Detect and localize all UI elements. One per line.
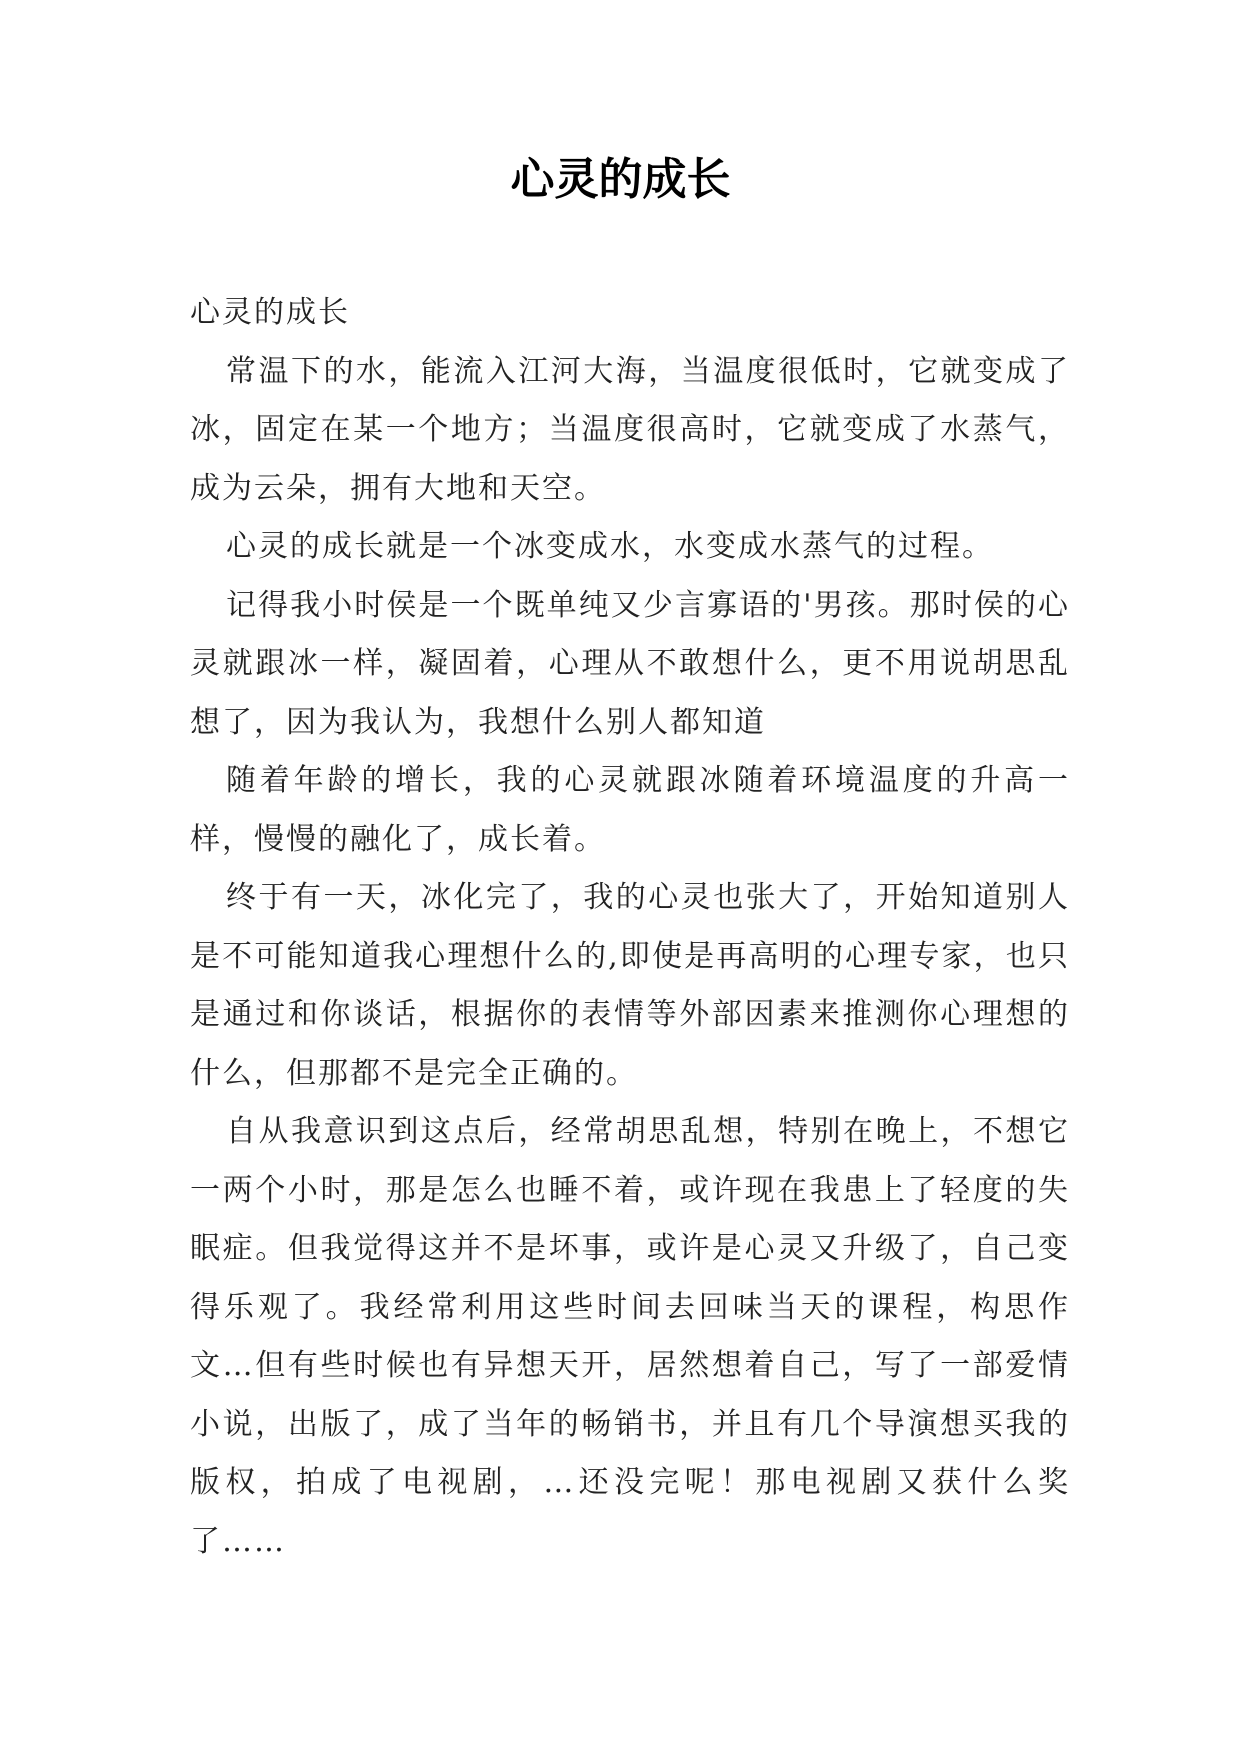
paragraph-3: 记得我小时侯是一个既单纯又少言寡语的'男孩。那时侯的心灵就跟冰一样，凝固着，心理从不敢想什么，更不用说胡思乱想了，因为我认为，我想什么别人都知道: [190, 587, 1070, 740]
paragraph-4: 随着年龄的增长，我的心灵就跟冰随着环境温度的升高一样，慢慢的融化了，成长着。: [190, 763, 1070, 857]
paragraph-5: 终于有一天，冰化完了，我的心灵也张大了，开始知道别人是不可能知道我心理想什么的,即使是再高明的心理专家，也只是通过和你谈话，根据你的表情等外部因素来推测你心理想的什么，但那都不是完全正确的。: [190, 880, 1070, 1091]
document-title: 心灵的成长: [510, 154, 731, 205]
document-subtitle: 心灵的成长: [190, 295, 350, 330]
paragraph-1: 常温下的水，能流入江河大海，当温度很低时，它就变成了冰，固定在某一个地方；当温度很高时，它就变成了水蒸气，成为云朵，拥有大地和天空。: [190, 353, 1070, 506]
document-body: [190, 284, 1070, 1571]
paragraph-2: 心灵的成长就是一个冰变成水，水变成水蒸气的过程。: [226, 529, 994, 564]
paragraph-6: 自从我意识到这点后，经常胡思乱想，特别在晚上，不想它一两个小时，那是怎么也睡不着，或许现在我患上了轻度的失眠症。但我觉得这并不是坏事，或许是心灵又升级了，自己变得乐观了。我经常利用这些时间去回味当天的课程，构思作文…但有些时候也有异想天开，居然想着自己，写了一部爱情小说，出版了，成了当年的畅销书，并且有几个导演想买我的版权，拍成了电视剧，…还没完呢！那电视剧又获什么奖了……: [190, 1114, 1070, 1559]
